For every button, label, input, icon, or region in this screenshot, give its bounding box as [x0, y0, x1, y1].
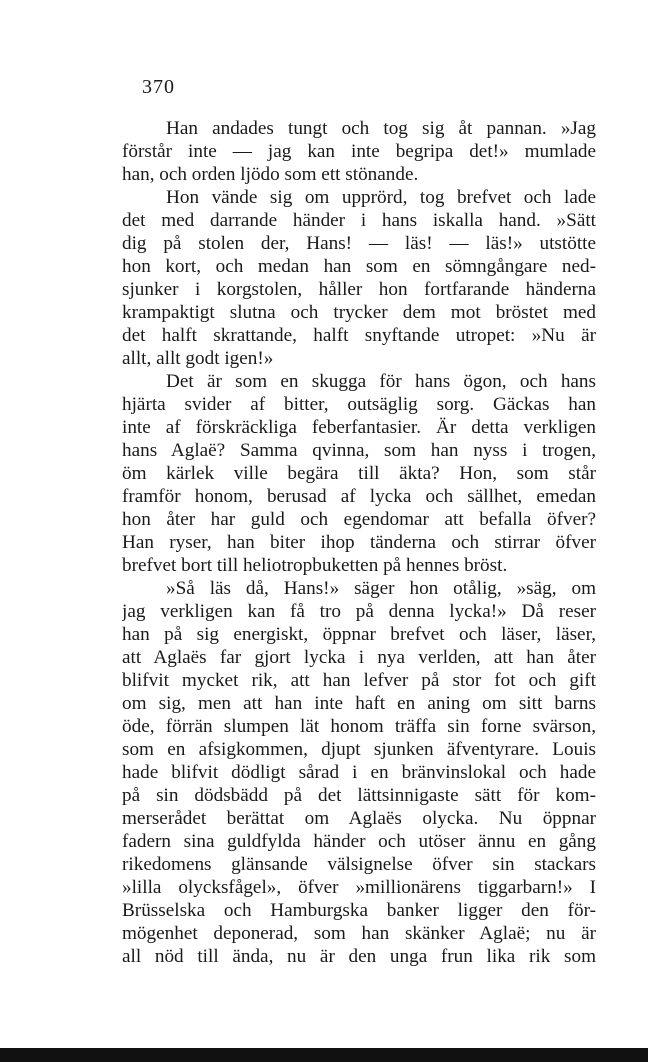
text-line: hans Aglaë? Samma qvinna, som han nyss i trogen,: [122, 440, 596, 461]
text-line: brefvet bort till heliotropbuketten på hennes bröst.: [122, 555, 508, 576]
text-line: Det är som en skugga för hans ögon, och hans: [166, 371, 596, 392]
text-line: sjunker i korgstolen, håller hon fortfarande händerna: [122, 279, 596, 300]
text-line: inte af förskräckliga feberfantasier. Är detta verkligen: [122, 417, 596, 438]
body-text: [122, 117, 596, 968]
text-line: »Så läs då, Hans!» säger hon otålig, »säg, om: [166, 578, 596, 599]
text-line: rikedomens glänsande välsignelse öfver sin stackars: [122, 854, 596, 875]
text-line: jag verkligen kan få tro på denna lycka!» Då reser: [122, 601, 596, 622]
page-number: 370: [142, 76, 175, 98]
text-line: han, och orden ljödo som ett stönande.: [122, 164, 419, 185]
text-line: hon kort, och medan han som en sömngångare ned-: [122, 256, 596, 277]
text-line: »lilla olycksfågel», öfver »millionärens tiggarbarn!» I: [122, 877, 596, 898]
text-line: dig på stolen der, Hans! — läs! — läs!» utstötte: [122, 233, 596, 254]
text-line: det med darrande händer i hans iskalla hand. »Sätt: [122, 210, 596, 231]
text-line: all nöd till ända, nu är den unga frun lika rik som: [122, 946, 596, 967]
text-line: Brüsselska och Hamburgska banker ligger den för-: [122, 900, 596, 921]
text-line: hjärta svider af bitter, outsäglig sorg. Gäckas han: [122, 394, 596, 415]
text-line: merserådet berättat om Aglaës olycka. Nu öppnar: [122, 808, 596, 829]
text-line: på sin dödsbädd på det lättsinnigaste sätt för kom-: [122, 785, 596, 806]
text-line: hon åter har guld och egendomar att befalla öfver?: [122, 509, 596, 530]
text-line: blifvit mycket rik, att han lefver på stor fot och gift: [122, 670, 596, 691]
scan-border: [0, 1048, 648, 1062]
text-line: framför honom, berusad af lycka och sällhet, emedan: [122, 486, 596, 507]
text-line: Hon vände sig om upprörd, tog brefvet och lade: [166, 187, 596, 208]
text-line: han på sig energiskt, öppnar brefvet och läser, läser,: [122, 624, 596, 645]
text-line: mögenhet deponerad, som han skänker Aglaë; nu är: [122, 923, 596, 944]
text-line: öde, förrän slumpen lät honom träffa sin forne svärson,: [122, 716, 596, 737]
text-line: om sig, men att han inte haft en aning om sitt barns: [122, 693, 596, 714]
text-line: Han andades tungt och tog sig åt pannan. »Jag: [166, 118, 596, 139]
text-line: som en afsigkommen, djupt sjunken äfventyrare. Louis: [122, 739, 596, 760]
text-line: Han ryser, han biter ihop tänderna och stirrar öfver: [122, 532, 596, 553]
text-line: krampaktigt slutna och trycker dem mot bröstet med: [122, 302, 596, 323]
text-line: hade blifvit dödligt sårad i en bränvinslokal och hade: [122, 762, 596, 783]
text-line: förstår inte — jag kan inte begripa det!» mumlade: [122, 141, 596, 162]
text-line: öm kärlek ville begära till äkta? Hon, som står: [122, 463, 596, 484]
text-line: det halft skrattande, halft snyftande utropet: »Nu är: [122, 325, 596, 346]
text-line: fadern sina guldfylda händer och utöser ännu en gång: [122, 831, 596, 852]
text-line: allt, allt godt igen!»: [122, 348, 274, 369]
text-line: att Aglaës far gjort lycka i nya verlden, att han åter: [122, 647, 596, 668]
